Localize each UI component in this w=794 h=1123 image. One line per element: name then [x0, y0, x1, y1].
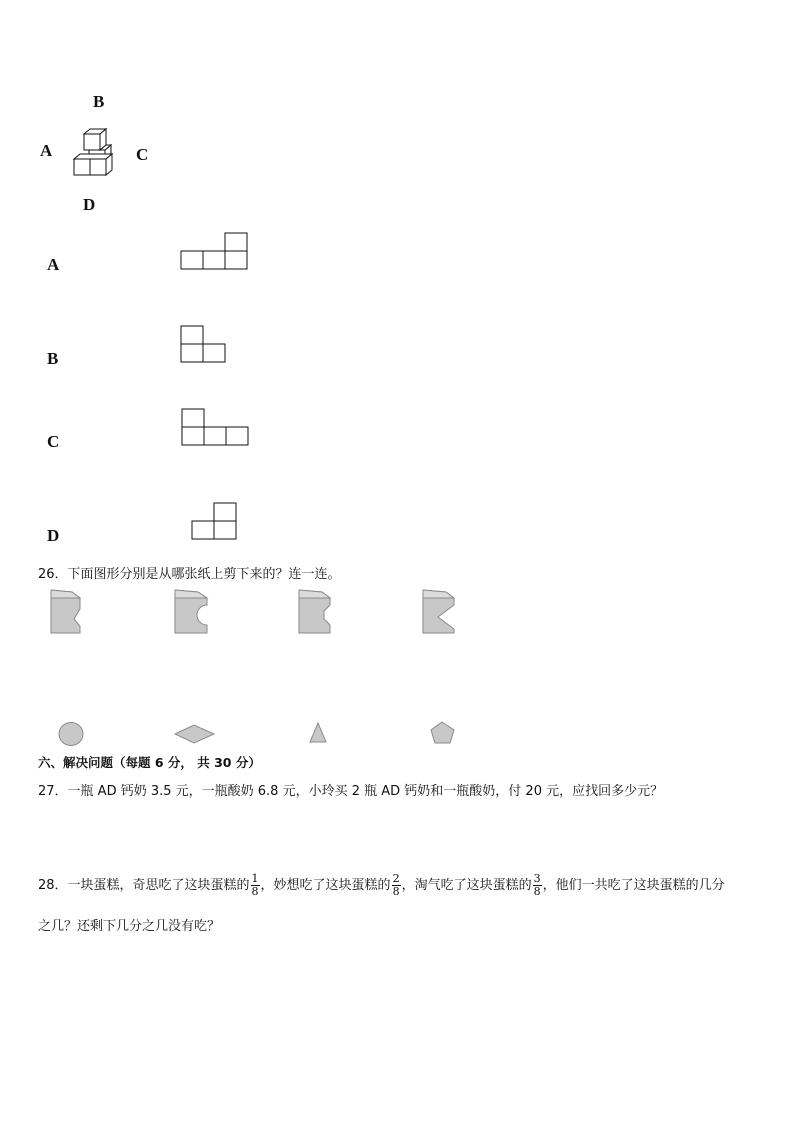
q28-line-2: 之几？还剩下几分之几没有吃？: [38, 919, 221, 934]
cube-stack-figure: [70, 125, 122, 180]
folded-paper-3: [298, 589, 334, 635]
shape-circle: [58, 721, 86, 747]
q27-text: 27．一瓶 AD 钙奶 3.5 元，一瓶酸奶 6.8 元，小玲买 2 瓶 AD 钙奶和一瓶酸奶，付 20 元，应找回多少元？: [38, 784, 664, 799]
fraction-two-eighths: [392, 873, 401, 898]
section-6-title: 六、解决问题（每题 6 分， 共 30 分）: [38, 755, 261, 770]
cube-label-right: C: [136, 145, 149, 164]
option-a-label: A: [47, 255, 60, 274]
fraction-numerator: 3: [533, 872, 541, 885]
q26-text: 26．下面图形分别是从哪张纸上剪下来的？连一连。: [38, 567, 341, 582]
q28-part-4: ，他们一共吃了这块蛋糕的几分: [542, 878, 725, 893]
q28-part-3: ，淘气吃了这块蛋糕的: [401, 878, 532, 893]
q28-part-1: 28．一块蛋糕，奇思吃了这块蛋糕的: [38, 878, 250, 893]
folded-paper-4: [422, 589, 458, 635]
option-c-figure: [181, 408, 251, 448]
folded-paper-2: [174, 589, 210, 635]
option-b-figure: [180, 325, 230, 365]
fraction-numerator: 2: [392, 872, 400, 885]
fraction-numerator: 1: [251, 872, 259, 885]
cube-label-left: A: [40, 141, 53, 160]
option-c-label: C: [47, 432, 60, 451]
fraction-denominator: 8: [392, 885, 400, 898]
fraction-one-eighth: [251, 873, 260, 898]
fraction-denominator: 8: [533, 885, 541, 898]
shape-pentagon: [430, 721, 456, 745]
q28-line-1: [38, 873, 725, 898]
cube-label-bottom: D: [83, 195, 96, 214]
fraction-denominator: 8: [251, 885, 259, 898]
option-b-label: B: [47, 349, 59, 368]
folded-paper-1: [50, 589, 86, 635]
cube-label-top: B: [93, 92, 105, 111]
fraction-three-eighths: [533, 873, 542, 898]
option-d-label: D: [47, 526, 60, 545]
q28-part-2: ，妙想吃了这块蛋糕的: [260, 878, 391, 893]
shape-rhombus: [174, 724, 216, 744]
option-a-figure: [180, 232, 250, 272]
shape-triangle: [309, 722, 329, 744]
option-d-figure: [191, 502, 241, 542]
